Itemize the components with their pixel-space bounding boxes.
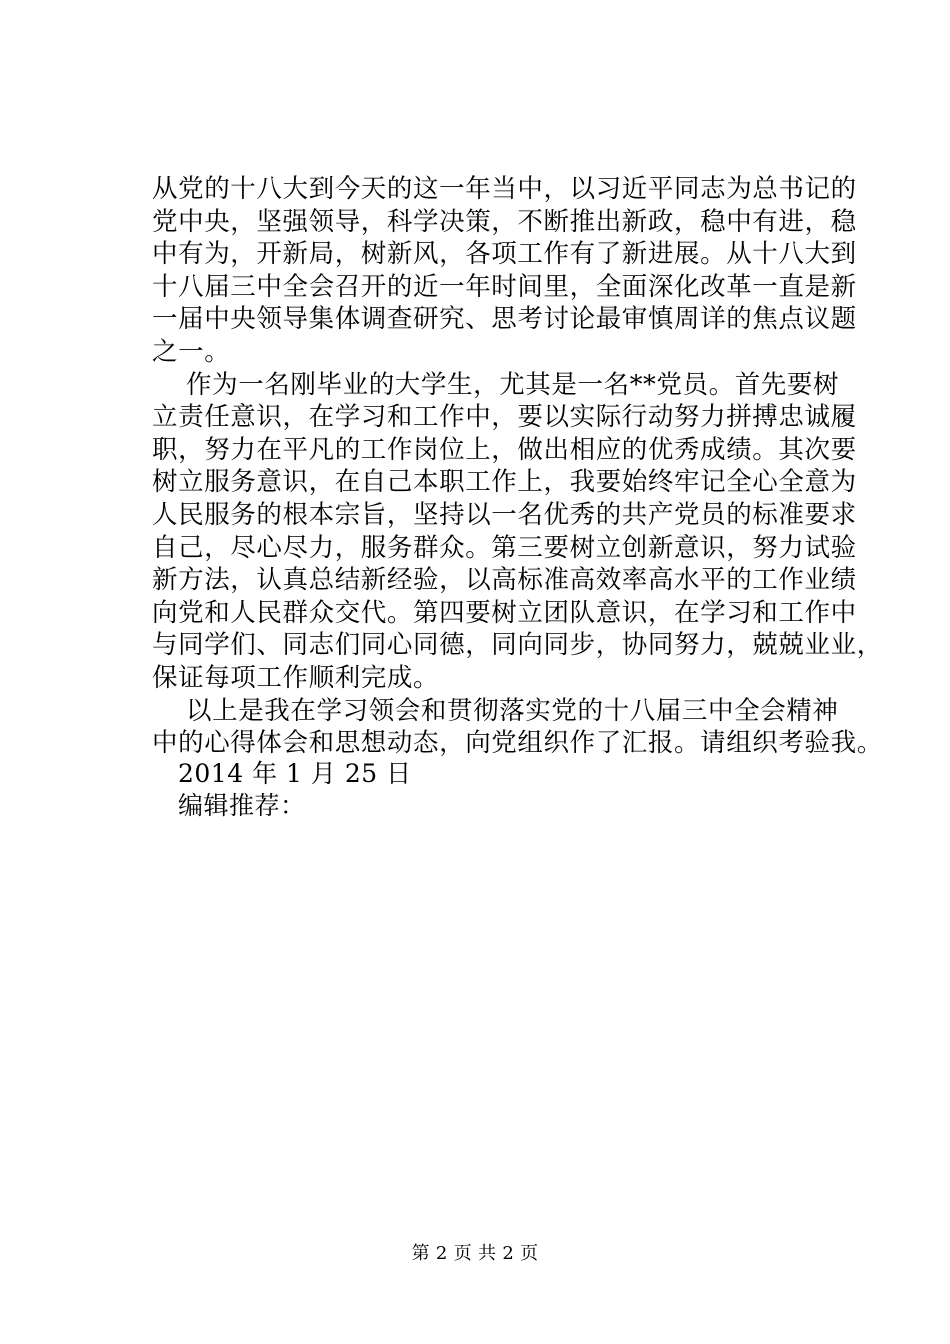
text-line: 中有为，开新局，树新风，各项工作有了新进展。从十八大到	[152, 239, 857, 270]
signature-block	[178, 758, 412, 822]
paragraph-3	[152, 695, 883, 760]
document-date: 2014 年 1 月 25 日	[178, 759, 412, 788]
text-line: 党中央，坚强领导，科学决策，不断推出新政，稳中有进，稳	[152, 206, 857, 237]
text-line: 新方法，认真总结新经验，以高标准高效率高水平的工作业绩	[152, 565, 857, 596]
text-line: 树立服务意识，在自己本职工作上，我要始终牢记全心全意为	[152, 467, 857, 498]
text-line: 立责任意识，在学习和工作中，要以实际行动努力拼搏忠诚履	[152, 402, 857, 433]
text-line: 职，努力在平凡的工作岗位上，做出相应的优秀成绩。其次要	[152, 434, 857, 465]
text-line: 作为一名刚毕业的大学生，尤其是一名**党员。首先要树	[186, 369, 840, 400]
text-line: 一届中央领导集体调查研究、思考讨论最审慎周详的焦点议题	[152, 304, 857, 335]
paragraph-1	[152, 173, 857, 369]
text-line: 保证每项工作顺利完成。	[152, 662, 440, 693]
text-line: 之一。	[152, 336, 231, 367]
text-line: 以上是我在学习领会和贯彻落实党的十八届三中全会精神	[186, 695, 839, 726]
paragraph-2	[152, 369, 883, 695]
text-line: 人民服务的根本宗旨，坚持以一名优秀的共产党员的标准要求	[152, 499, 857, 530]
page-number: 第 2 页 共 2 页	[411, 1243, 539, 1264]
editor-recommend-label: 编辑推荐：	[178, 791, 306, 820]
text-line: 十八届三中全会召开的近一年时间里，全面深化改革一直是新	[152, 271, 857, 302]
page-footer	[0, 1243, 950, 1265]
text-line: 自己，尽心尽力，服务群众。第三要树立创新意识，努力试验	[152, 532, 857, 563]
text-line: 中的心得体会和思想动态，向党组织作了汇报。请组织考验我。	[152, 728, 883, 759]
text-line: 与同学们、同志们同心同德，同向同步，协同努力，兢兢业业，	[152, 630, 883, 661]
document-body	[152, 173, 883, 760]
text-line: 从党的十八大到今天的这一年当中，以习近平同志为总书记的	[152, 174, 857, 204]
text-line: 向党和人民群众交代。第四要树立团队意识，在学习和工作中	[152, 597, 857, 628]
